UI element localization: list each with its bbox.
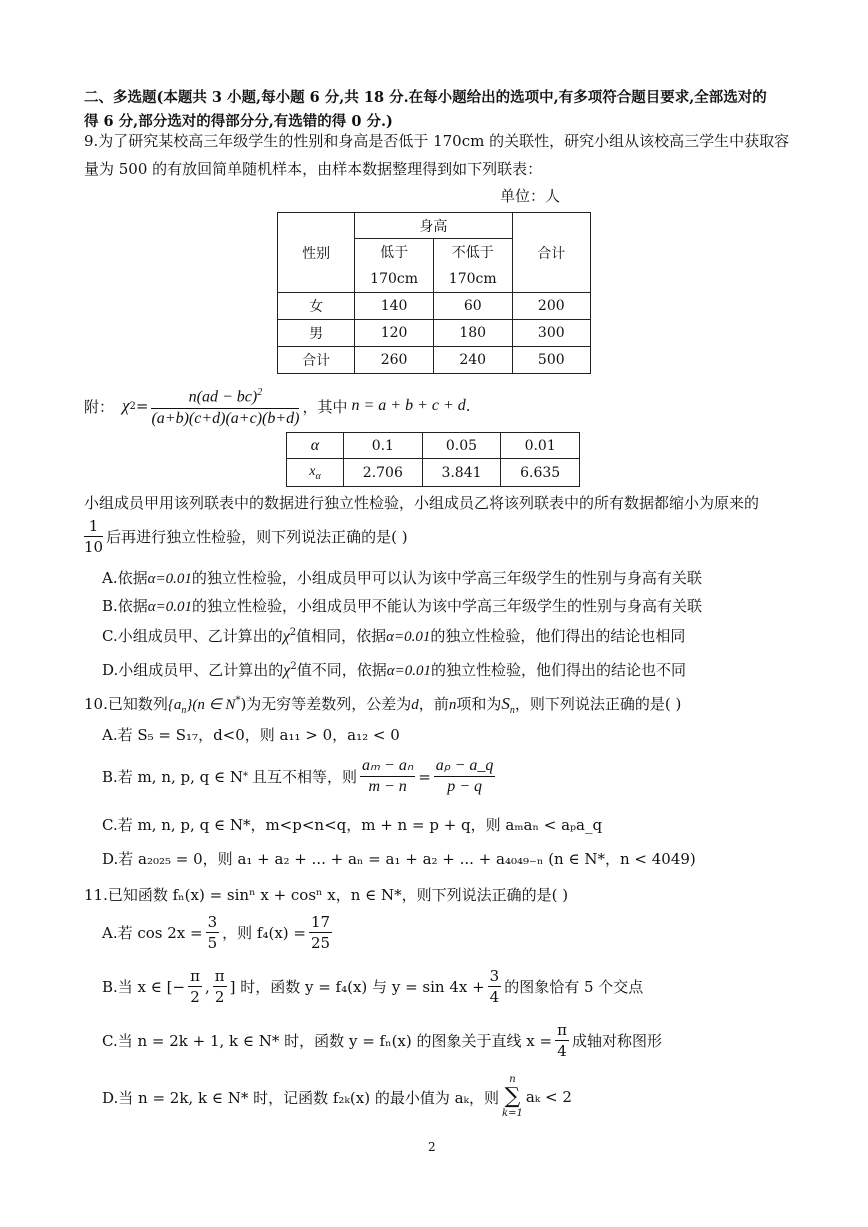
cell-total: 200 — [512, 293, 590, 320]
alpha-value: 0.05 — [422, 433, 501, 459]
x-alpha-label: $x_\alpha$ — [287, 459, 344, 487]
q11-option-d[interactable]: D.当 n = 2k, k ∈ N* 时，记函数 f₂ₖ(x) 的最小值为 aₖ，则 n ∑ k=1 aₖ < 2 — [102, 1074, 572, 1119]
q10-fraction-2: $\frac{\text{aₚ − a\_q}}{p - q}$ — [435, 757, 494, 795]
q11-option-a[interactable]: A.若 cos 2x = $\frac{3}{5}$ ，则 f₄(x) = $\frac{17}{25}$ — [102, 913, 331, 952]
q9-stem-line1: 9.为了研究某校高三年级学生的性别和身高是否低于 170cm 的关联性，研究小组从该校高三学生中获取容 — [84, 132, 790, 150]
q11-option-b[interactable]: B.当 x ∈ [− $\frac{\pi}{2}$ , $\frac{\pi}{2}$ ] 时，函数 y = f₄(x) 与 y = sin 4x + $\frac{3}{4}$ 的图象恰有 5 个交点 — [102, 967, 644, 1006]
header-high-line2: 170cm — [448, 270, 497, 287]
unit-label: 单位：人 — [500, 187, 561, 205]
alpha-label: α — [287, 433, 344, 459]
q11-b-fraction-2: $\frac{\pi}{2}$ — [214, 967, 225, 1006]
header-height: 身高 — [355, 213, 512, 239]
header-total: 合计 — [512, 213, 590, 293]
row-label: 女 — [278, 293, 355, 320]
q9-body-line1: 小组成员甲用该列联表中的数据进行独立性检验，小组成员乙将该列联表中的所有数据都缩小为原来的 — [84, 494, 760, 512]
summation: n ∑ k=1 — [502, 1074, 523, 1119]
chi-square-formula: 附： χ 2 = $\frac{n(ad - bc)^2}{(a+b)(c+d)(a+c)(b+d)}$ ，其中 n = a + b + c + d . — [84, 383, 471, 429]
page-number: 2 — [428, 1140, 436, 1154]
section-heading: 二、多选题(本题共 3 小题,每小题 6 分,共 18 分.在每小题给出的选项中,有多项符合题目要求,全部选对的 — [84, 89, 767, 106]
q10-fraction-1: $\frac{\text{aₘ − aₙ}}{m - n}$ — [362, 757, 414, 795]
chi-symbol: χ — [122, 396, 130, 415]
header-high — [433, 239, 512, 293]
header-high-line1: 不低于 — [451, 244, 494, 261]
alpha-value: 0.1 — [344, 433, 423, 459]
cell-high: 180 — [433, 320, 512, 347]
formula-n: n = a + b + c + d — [351, 397, 466, 414]
cell-low: 260 — [355, 347, 434, 374]
q11-a-fraction-1: $\frac{3}{5}$ — [207, 913, 218, 952]
cell-total: 300 — [512, 320, 590, 347]
q9-option-c[interactable]: C.小组成员甲、乙计算出的$\chi^2$值相同，依据α=0.01的独立性检验，他们得出的结论也相同 — [102, 627, 686, 645]
q11-a-fraction-2: $\frac{17}{25}$ — [311, 913, 331, 952]
q11-c-fraction: $\frac{\pi}{4}$ — [557, 1021, 567, 1060]
row-label: 男 — [278, 320, 355, 347]
header-low-line1: 低于 — [380, 244, 409, 261]
q9-stem-line2: 量为 500 的有放回简单随机样本，由样本数据整理得到如下列联表： — [84, 160, 543, 178]
q11-stem: 11.已知函数 fₙ(x) = sinⁿ x + cosⁿ x，n ∈ N*，则下列说法正确的是( ) — [84, 886, 569, 904]
q10-option-a[interactable]: A.若 S₅ = S₁₇，d<0，则 a₁₁ > 0，a₁₂ < 0 — [102, 726, 400, 744]
cell-total: 500 — [512, 347, 590, 374]
x-value: 2.706 — [344, 459, 423, 487]
q11-b-fraction-3: $\frac{3}{4}$ — [489, 967, 500, 1006]
q9-option-d[interactable]: D.小组成员甲、乙计算出的$\chi^2$值不同，依据α=0.01的独立性检验，他们得出的结论也不同 — [102, 661, 686, 679]
header-gender: 性别 — [278, 213, 355, 293]
critical-value-table — [286, 432, 580, 487]
one-tenth-fraction: $\frac{1}{10}$ — [84, 517, 104, 556]
q10-option-d[interactable]: D.若 a₂₀₂₅ = 0，则 a₁ + a₂ + ... + aₙ = a₁ + a₂ + ... + a₄₀₄₉₋ₙ (n ∈ N*，n < 4049) — [102, 850, 696, 868]
q10-option-b[interactable]: B.若 m, n, p, q ∈ N * 且互不相等，则 $\frac{\text{aₘ − aₙ}}{m - n}$ = $\frac{\text{aₚ − a\_q}}{p - q}$ — [102, 757, 494, 795]
x-value: 6.635 — [501, 459, 580, 487]
x-value: 3.841 — [422, 459, 501, 487]
q11-b-fraction-1: $\frac{\pi}{2}$ — [190, 967, 200, 1006]
q9-body-line2: $\frac{1}{10}$ 后再进行独立性检验，则下列说法正确的是( ) — [84, 517, 408, 556]
section-heading-cont: 得 6 分,部分选对的得部分分,有选错的得 0 分.) — [84, 113, 393, 130]
cell-high: 240 — [433, 347, 512, 374]
q9-option-a[interactable]: A.依据α=0.01的独立性检验，小组成员甲可以认为该中学高三年级学生的性别与身高有关联 — [102, 569, 702, 587]
header-low-line2: 170cm — [370, 270, 418, 287]
chi-fraction — [151, 383, 299, 428]
table-row — [278, 293, 591, 320]
q11-option-c[interactable]: C.当 n = 2k + 1, k ∈ N* 时，函数 y = fₙ(x) 的图象关于直线 x = $\frac{\pi}{4}$ 成轴对称图形 — [102, 1021, 662, 1060]
appendix-label: 附： — [84, 397, 115, 416]
row-label: 合计 — [278, 347, 355, 374]
chi-denominator: (a+b)(c+d)(a+c)(b+d) — [151, 409, 300, 427]
chi-numerator: n(ad − bc)$^2$ — [151, 383, 299, 408]
cell-low: 120 — [355, 320, 434, 347]
q9-option-b[interactable]: B.依据α=0.01的独立性检验，小组成员甲不能认为该中学高三年级学生的性别与身高有关联 — [102, 597, 703, 615]
q10-option-c[interactable]: C.若 m, n, p, q ∈ N*，m<p<n<q，m + n = p + q，则 aₘaₙ < aₚa_q — [102, 816, 603, 834]
cell-high: 60 — [433, 293, 512, 320]
formula-where: ，其中 — [302, 397, 348, 416]
alpha-value: 0.01 — [501, 433, 580, 459]
header-low — [355, 239, 434, 293]
table-row — [278, 347, 591, 374]
q10-stem: 10.已知数列$\{a_n\}(n$ ∈ N*)为无穷等差数列，公差为d，前n项和为$S_n$，则下列说法正确的是( ) — [84, 694, 682, 716]
chi-exp: 2 — [129, 400, 136, 412]
contingency-table — [277, 212, 591, 374]
table-row — [278, 320, 591, 347]
cell-low: 140 — [355, 293, 434, 320]
